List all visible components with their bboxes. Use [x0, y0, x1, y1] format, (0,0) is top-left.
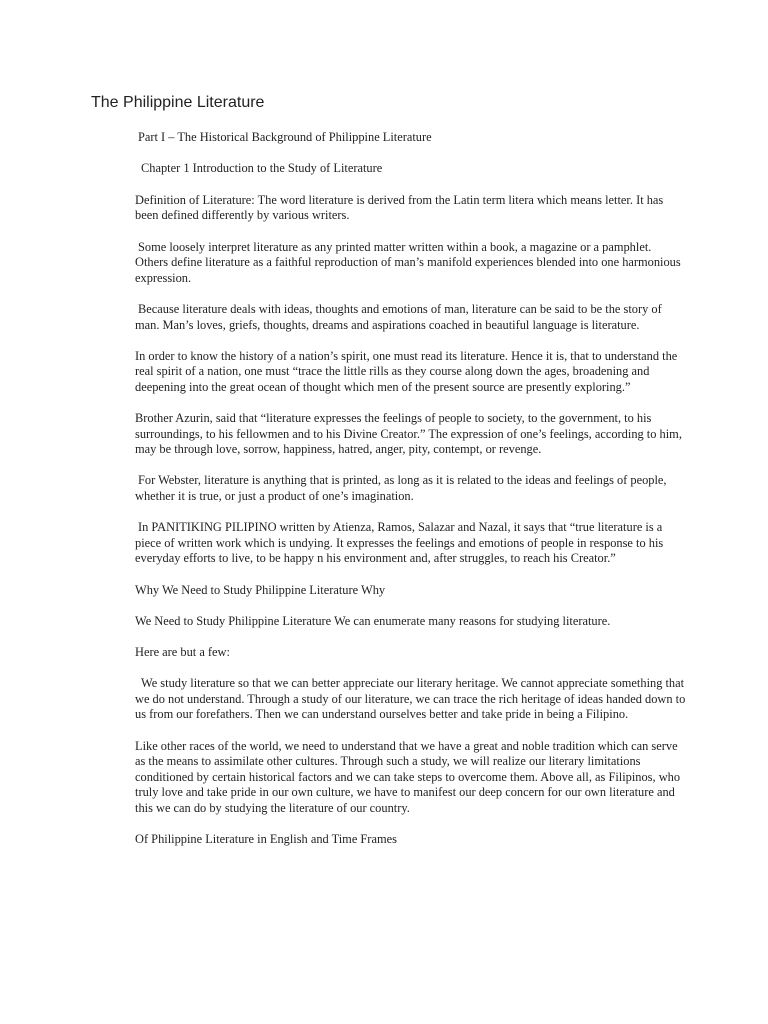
section-heading-time-frames: Of Philippine Literature in English and Time Frames	[135, 832, 397, 847]
paragraph-literary-heritage: We study literature so that we can better appreciate our literary heritage. We cannot appreciate something that we do not understand. Through a study of our literature, we can trace the rich heritage of ideas handed down to us from our forefathers. Then we can understand ourselves better and take pride in being a Filipino.	[135, 676, 686, 722]
paragraph-webster: For Webster, literature is anything that is printed, as long as it is related to the ideas and feelings of people, whether it is true, or just a product of one’s imagination.	[135, 473, 667, 504]
part-heading: Part I – The Historical Background of Philippine Literature	[138, 130, 432, 144]
chapter-heading: Chapter 1 Introduction to the Study of Literature	[141, 161, 383, 176]
paragraph-brother-azurin: Brother Azurin, said that “literature expresses the feelings of people to society, to the government, to his surroundings, to his fellowmen and to his Divine Creator.” The expression of one’s feelings, according to him, may be through love, sorrow, happiness, hatred, anger, pity, contempt, or revenge.	[135, 411, 682, 457]
section-heading-why-study: Why We Need to Study Philippine Literature Why	[135, 582, 386, 597]
paragraph-panitiking-pilipino: In PANITIKING PILIPINO written by Atienza, Ramos, Salazar and Nazal, it says that “true literature is a piece of written work which is undying. It expresses the feelings and emotions of people in response to his everyday efforts to live, to be happy n his environment and, after struggles, to reach his Creator.”	[135, 520, 664, 566]
document-body	[135, 130, 687, 848]
paragraph-story-of-man: Because literature deals with ideas, thoughts and emotions of man, literature can be said to be the story of man. Man’s loves, griefs, thoughts, dreams and aspirations coached in beautiful language is literature.	[135, 301, 662, 332]
page-title: The Philippine Literature	[91, 94, 265, 111]
paragraph-enumerate-reasons: We Need to Study Philippine Literature We can enumerate many reasons for studying literature.	[135, 613, 611, 628]
paragraph-definition: Definition of Literature: The word literature is derived from the Latin term litera which means letter. It has been defined differently by various writers.	[135, 192, 664, 223]
paragraph-interpretations: Some loosely interpret literature as any printed matter written within a book, a magazine or a pamphlet. Others define literature as a faithful reproduction of man’s manifold experiences blended into one harmonious expression.	[135, 239, 681, 285]
paragraph-here-are-but-a-few: Here are but a few:	[135, 645, 230, 659]
paragraph-noble-tradition: Like other races of the world, we need to understand that we have a great and noble tradition which can serve as the means to assimilate other cultures. Through such a study, we will realize our literary limitations conditioned by certain historical factors and we can take steps to overcome them. Above all, as Filipinos, who truly love and take pride in our own culture, we have to manifest our deep concern for our own literature and this we can do by studying the literature of our country.	[135, 738, 681, 815]
paragraph-nation-spirit: In order to know the history of a nation’s spirit, one must read its literature. Hence it is, that to understand the real spirit of a nation, one must “trace the little rills as they course along down the ages, broadening and deepening into the great ocean of thought which men of the present source are presently exploring.”	[135, 348, 678, 394]
